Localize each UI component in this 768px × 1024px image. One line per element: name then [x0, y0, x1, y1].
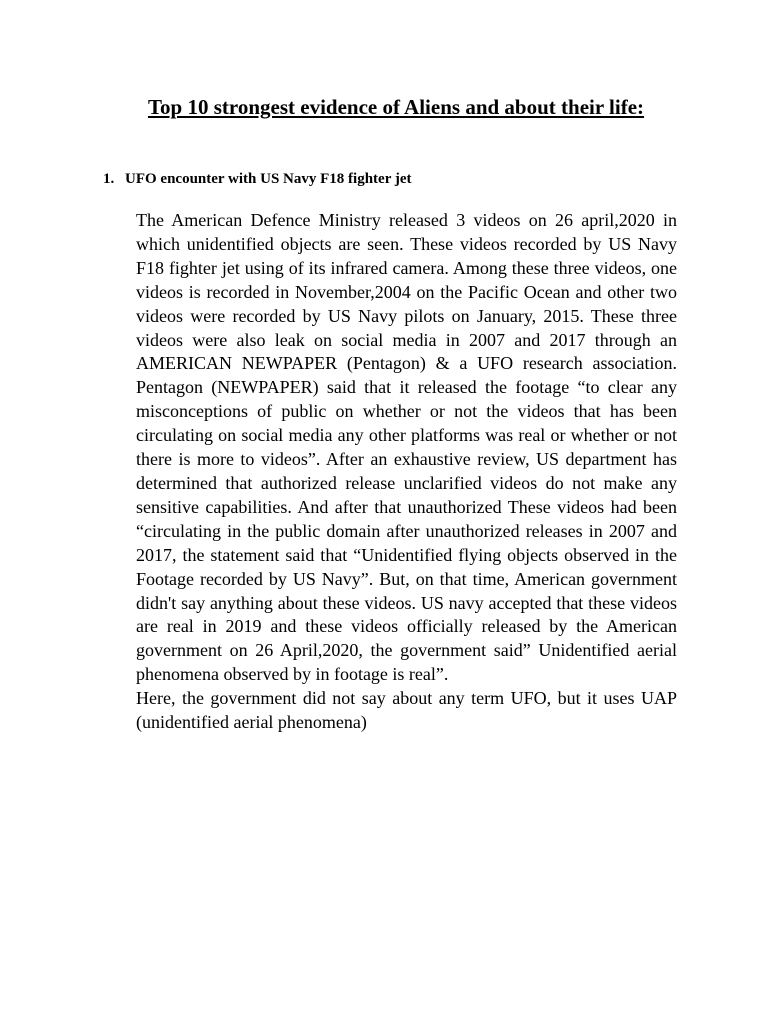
body-paragraph: Here, the government did not say about any term UFO, but it uses UAP (unidentified aerial phenomena)	[136, 688, 677, 733]
section-body	[136, 209, 677, 735]
body-paragraph: The American Defence Ministry released 3 videos on 26 april,2020 in which unidentified objects are seen. These videos recorded by US Navy F18 fighter jet using of its infrared camera. Among these three videos, one videos is recorded in November,2004 on the Pacific Ocean and other two videos were recorded by US Navy pilots on January, 2015. These three videos were also leak on social media in 2007 and 2017 through an AMERICAN NEWPAPER (Pentagon) & a UFO research association. Pentagon (NEWPAPER) said that it released the footage “to clear any misconceptions of public on whether or not the videos that has been circulating on social media any other platforms was real or whether or not there is more to videos”. After an exhaustive review, US department has determined that authorized release unclarified videos do not make any sensitive capabilities. And after that unauthorized These videos had been “circulating in the public domain after unauthorized releases in 2007 and 2017, the statement said that “Unidentified flying objects observed in the Footage recorded by US Navy”. But, on that time, American government didn't say anything about these videos. US navy accepted that these videos are real in 2019 and these videos officially released by the American government on 26 April,2020, the government said” Unidentified aerial phenomena observed by in footage is real”.	[136, 210, 677, 685]
section-heading	[103, 169, 412, 189]
section-number: 1.	[103, 171, 115, 187]
section-heading-text: UFO encounter with US Navy F18 fighter jet	[125, 171, 412, 187]
document-title: Top 10 strongest evidence of Aliens and about their life:	[147, 95, 645, 119]
